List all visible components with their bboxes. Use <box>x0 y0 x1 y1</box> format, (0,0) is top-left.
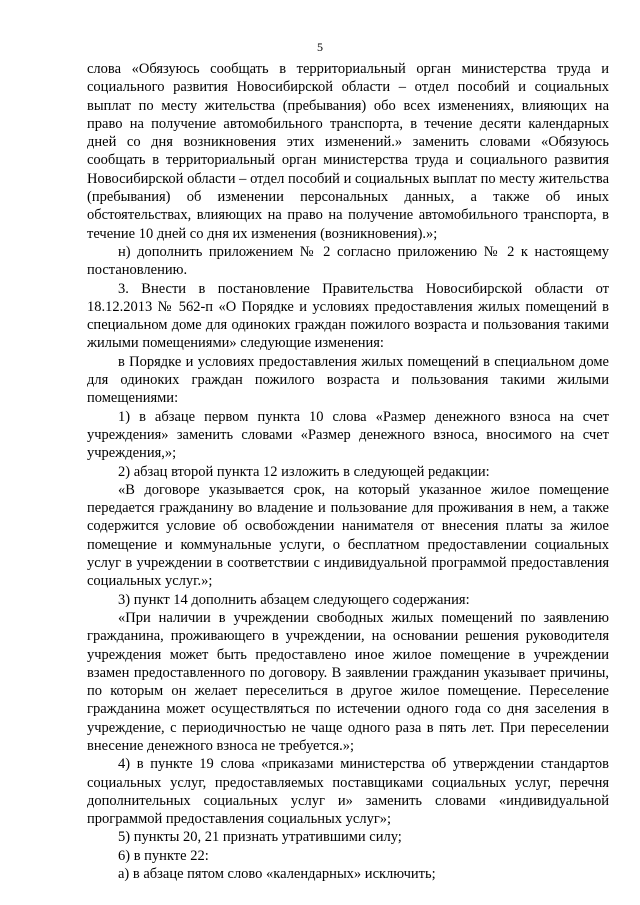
paragraph-item-2: 2) абзац второй пункта 12 изложить в следующей редакции: <box>118 463 490 480</box>
paragraph-item-3-text: «При наличии в учреждении свободных жилых помещений по заявлению гражданина, проживающего в учреждении, на основании решения руководителя учреждения может быть предоставлено иное жилое помещение в учреждении взамен предоставленного по договору. В заявлении гражданин указывает причины, по которым он желает переселиться в другое жилое помещение. Переселение гражданина может осуществляться по истечении одного года со дня заселения в учреждение, с периодичностью не чаще одного раза в пять лет. При переселении внесение денежного взноса не требуется.»; <box>87 609 609 754</box>
paragraph-item-6a: а) в абзаце пятом слово «календарных» исключить; <box>118 866 436 883</box>
paragraph-item-3: 3) пункт 14 дополнить абзацем следующего содержания: <box>118 591 470 608</box>
paragraph-replace-words: слова «Обязуюсь сообщать в территориальный орган министерства труда и социального развития Новосибирской области – отдел пособий и социальных выплат по месту жительства (пребывания) обо всех изменениях, влияющих на право на получение автомобильного транспорта, в течение десяти календарных дней со дня возникновения этих изменений.» заменить словами «Обязуюсь сообщать в территориальный орган министерства труда и социального развития Новосибирской области – отдел пособий и социальных выплат по месту жительства (пребывания) об изменении персональных данных, а также об иных обстоятельствах, влияющих на право на получение автомобильного транспорта, в течение 10 дней со дня их изменения (возникновения).»; <box>87 61 609 242</box>
paragraph-order-intro: в Порядке и условиях предоставления жилых помещений в специальном доме для одиноких граждан пожилого возраста и пользования такими жилыми помещениями: <box>87 353 609 407</box>
page-number: 5 <box>317 40 323 54</box>
paragraph-item-4: 4) в пункте 19 слова «приказами министерства об утверждении стандартов социальных услуг, предоставляемых поставщиками социальных услуг, перечня дополнительных социальных услуг и» заменить словами «индивидуальной программой предоставления социальных услуг»; <box>87 756 609 828</box>
paragraph-item-5: 5) пункты 20, 21 признать утратившими силу; <box>118 829 402 846</box>
document-body <box>87 60 609 883</box>
paragraph-item-6: 6) в пункте 22: <box>118 847 209 864</box>
paragraph-section-3: 3. Внести в постановление Правительства Новосибирской области от 18.12.2013 № 562-п «О Порядке и условиях предоставления жилых помещений в специальном доме для одиноких граждан пожилого возраста и пользования такими жилыми помещениями» следующие изменения: <box>87 280 609 352</box>
paragraph-item-2-text: «В договоре указывается срок, на который указанное жилое помещение передается гражданину во владение и пользование для проживания в нем, а также содержится условие об освобождении нанимателя от внесения платы за жилое помещение и коммунальные услуги, о бесплатном предоставлении социальных услуг в учреждении в соответствии с индивидуальной программой предоставления социальных услуг.»; <box>87 481 609 590</box>
paragraph-item-n: н) дополнить приложением № 2 согласно приложению № 2 к настоящему постановлению. <box>87 243 609 279</box>
paragraph-item-1: 1) в абзаце первом пункта 10 слова «Размер денежного взноса на счет учреждения» заменить словами «Размер денежного взноса, вносимого на счет учреждения,»; <box>87 408 609 462</box>
